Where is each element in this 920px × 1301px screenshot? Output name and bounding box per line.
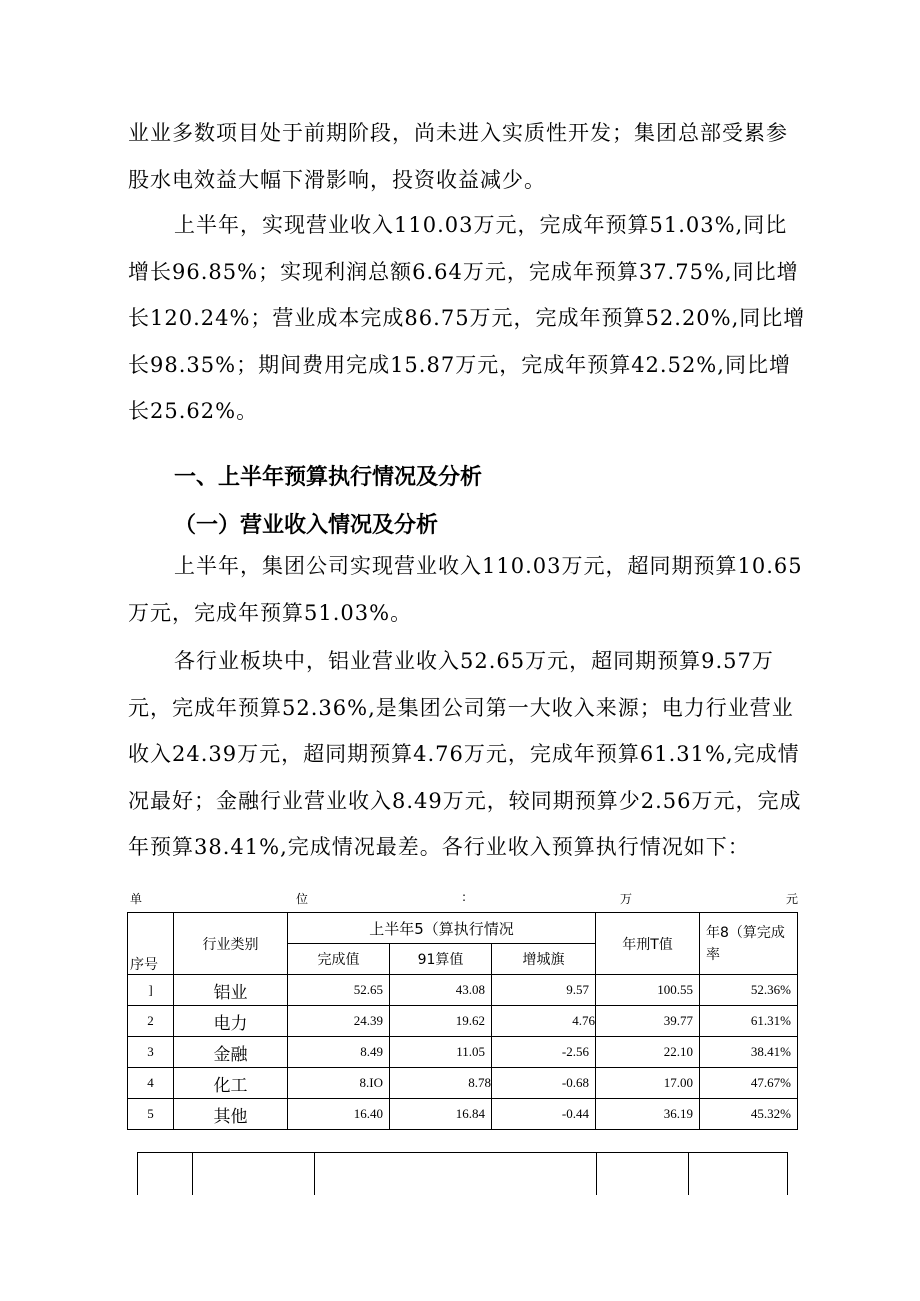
cell-seq: 2 xyxy=(128,1006,174,1037)
cell-rate: 38.41% xyxy=(700,1037,798,1068)
unit-char: 元 xyxy=(785,892,798,906)
cell-category: 金融 xyxy=(174,1037,288,1068)
cell-annual: 36.19 xyxy=(596,1099,700,1130)
cell-seq: 5 xyxy=(128,1099,174,1130)
cell-diff: -2.56 xyxy=(492,1037,596,1068)
unit-char: : xyxy=(461,890,467,904)
cell-rate: 45.32% xyxy=(700,1099,798,1130)
cell-rate: 52.36% xyxy=(700,975,798,1006)
cell-budget: 8.78 xyxy=(390,1068,492,1099)
unit-char: 单 xyxy=(130,892,143,906)
subsection-heading: （一）营业收入情况及分析 xyxy=(174,513,439,538)
header-category: 行业类别 xyxy=(174,913,288,975)
table-row xyxy=(138,1153,788,1196)
table-row xyxy=(128,1037,798,1068)
cell-diff: -0.44 xyxy=(492,1099,596,1130)
empty-cell xyxy=(193,1153,315,1196)
table-header-row xyxy=(128,913,798,944)
cell-actual: 52.65 xyxy=(288,975,390,1006)
unit-label xyxy=(130,890,798,907)
cell-category: 其他 xyxy=(174,1099,288,1130)
cell-actual: 24.39 xyxy=(288,1006,390,1037)
cell-actual: 8.IO xyxy=(288,1068,390,1099)
cell-seq: 4 xyxy=(128,1068,174,1099)
empty-cell xyxy=(315,1153,597,1196)
header-actual: 完成值 xyxy=(288,944,390,975)
cell-category: 铝业 xyxy=(174,975,288,1006)
cell-budget: 43.08 xyxy=(390,975,492,1006)
empty-cell xyxy=(138,1153,193,1196)
cell-budget: 11.05 xyxy=(390,1037,492,1068)
table-row xyxy=(128,1068,798,1099)
cell-diff: 4.76 xyxy=(492,1006,596,1037)
unit-char: 位 xyxy=(295,892,308,906)
header-half-year-group: 上半年5（算执行情况 xyxy=(288,913,596,944)
continued-table-fragment xyxy=(137,1152,788,1195)
cell-actual: 8.49 xyxy=(288,1037,390,1068)
unit-char: 万 xyxy=(619,892,632,906)
cell-budget: 16.84 xyxy=(390,1099,492,1130)
header-diff: 增城旗 xyxy=(492,944,596,975)
cell-annual: 17.00 xyxy=(596,1068,700,1099)
cell-category: 化工 xyxy=(174,1068,288,1099)
cell-annual: 22.10 xyxy=(596,1037,700,1068)
paragraph-revenue-text: 上半年，集团公司实现营业收入110.03万元，超同期预算10.65万元，完成年预算51.03%。 xyxy=(128,554,803,625)
header-seq: 序号 xyxy=(128,913,174,975)
cell-actual: 16.40 xyxy=(288,1099,390,1130)
header-budget: 91算值 xyxy=(390,944,492,975)
paragraph-revenue xyxy=(128,543,808,636)
header-completion-rate: 年8（算完成率 xyxy=(700,913,798,975)
paragraph-investment-note: 业业多数项目处于前期阶段，尚未进入实质性开发；集团总部受累参股水电效益大幅下滑影响，投资收益减少。 xyxy=(128,121,788,192)
cell-seq: 3 xyxy=(128,1037,174,1068)
cell-category: 电力 xyxy=(174,1006,288,1037)
cell-budget: 19.62 xyxy=(390,1006,492,1037)
paragraph-segments xyxy=(128,638,808,871)
section-heading: 一、上半年预算执行情况及分析 xyxy=(174,465,483,490)
table-row xyxy=(128,975,798,1006)
budget-table xyxy=(127,912,798,1130)
empty-cell xyxy=(597,1153,689,1196)
paragraph-summary-text: 上半年，实现营业收入110.03万元，完成年预算51.03%,同比增长96.85%；实现利润总额6.64万元，完成年预算37.75%,同比增长120.24%；营业成本完成86.75万元，完成年预算52.20%,同比增长98.35%；期间费用完成15.87万元，完成年预算42.52%,同比增长25.62%。 xyxy=(128,213,806,423)
header-annual-budget: 年刑T值 xyxy=(596,913,700,975)
cell-seq: ] xyxy=(128,975,174,1006)
cell-annual: 39.77 xyxy=(596,1006,700,1037)
cell-diff: 9.57 xyxy=(492,975,596,1006)
paragraph-summary xyxy=(128,202,808,435)
table-row xyxy=(128,1099,798,1130)
empty-cell xyxy=(689,1153,788,1196)
cell-diff: -0.68 xyxy=(492,1068,596,1099)
table-row xyxy=(128,1006,798,1037)
cell-rate: 47.67% xyxy=(700,1068,798,1099)
cell-annual: 100.55 xyxy=(596,975,700,1006)
paragraph-segments-text: 各行业板块中，铝业营业收入52.65万元，超同期预算9.57万元，完成年预算52.36%,是集团公司第一大收入来源；电力行业营业收入24.39万元，超同期预算4.76万元，完成年预算61.31%,完成情况最好；金融行业营业收入8.49万元，较同期预算少2.56万元，完成年预算38.41%,完成情况最差。各行业收入预算执行情况如下： xyxy=(128,649,802,859)
cell-rate: 61.31% xyxy=(700,1006,798,1037)
